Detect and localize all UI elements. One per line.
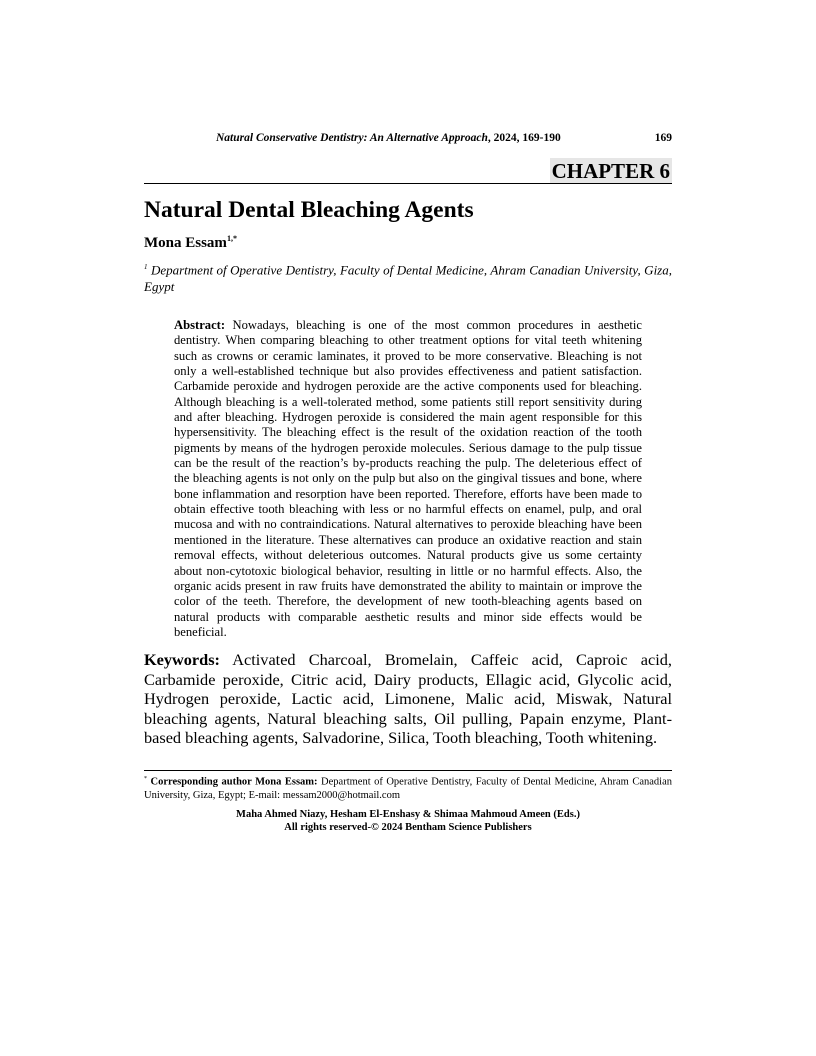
affiliation: $^1$ Department of Operative Dentistry, Faculty of Dental Medicine, Ahram Canadian University, Giza, Egypt bbox=[144, 262, 672, 295]
chapter-label: CHAPTER 6 bbox=[551, 159, 670, 183]
footnote: * Corresponding author Mona Essam: Department of Operative Dentistry, Faculty of Dental Medicine, Ahram Canadian University, Giza, Egypt; E-mail: messam2000@hotmail.com bbox=[144, 776, 672, 801]
abstract: Abstract: Nowadays, bleaching is one of the most common procedures in aesthetic dentistry. When comparing bleaching to other treatment options for vital teeth whitening such as crowns or ceramic laminates, it proved to be more conservative. Bleaching is not only a well-established technique but also provides effectiveness and patient satisfaction. Carbamide peroxide and hydrogen peroxide are the active components used for bleaching. Although bleaching is a well-tolerated method, some patients still report sensitivity during and after bleaching. Hydrogen peroxide is considered the main agent responsible for this hypersensitivity. The bleaching effect is the result of the oxidation reaction of the tooth pigments by means of the hydrogen peroxide molecules. Serious damage to the pulp tissue can be the result of the reaction’s by-products reaching the pulp. The deleterious effect of the bleaching agents is not only on the pulp but also on the gingival tissues and bone, where bone inflammation and resorption have been reported. Therefore, efforts have been made to obtain effective tooth bleaching with less or no harmful effects on enamel, pulp, and oral mucosa and with no contraindications. Natural alternatives to peroxide bleaching have been mentioned in the literature. These alternatives can produce an oxidative reaction and stain removal effects, without deleterious outcomes. Natural products give us some certainty about non-cytotoxic biological behavior, resulting in little or no harmful effects. Also, the organic acids present in raw fruits have demonstrated the ability to maintain or improve the color of the teeth. Therefore, the development of new tooth-bleaching agents based on natural products with comparable aesthetic results and minor side effects would be beneficial. bbox=[174, 318, 642, 639]
keywords: Keywords: Activated Charcoal, Bromelain, Caffeic acid, Caproic acid, Carbamide peroxide, Citric acid, Dairy products, Ellagic acid, Glycolic acid, Hydrogen peroxide, Lactic acid, Limonene, Malic acid, Miswak, Natural bleaching agents, Natural bleaching salts, Oil pulling, Papain enzyme, Plant-based bleaching agents, Salvadorine, Silica, Tooth bleaching, Tooth whitening. bbox=[144, 650, 672, 748]
footnote-rule bbox=[144, 770, 672, 771]
journal-citation: Natural Conservative Dentistry: An Alternative Approach, 2024, 169-190 bbox=[216, 132, 561, 144]
page-number: 169 bbox=[654, 132, 672, 144]
copyright-line: All rights reserved-© 2024 Bentham Science Publishers bbox=[284, 821, 532, 833]
chapter-title: Natural Dental Bleaching Agents bbox=[144, 197, 474, 223]
editors-line: Maha Ahmed Niazy, Hesham El-Enshasy & Shimaa Mahmoud Ameen (Eds.) bbox=[236, 809, 580, 820]
header-rule bbox=[144, 183, 672, 184]
editors-credit bbox=[144, 809, 672, 834]
author: Mona Essam$^{1,*}$ bbox=[144, 234, 237, 251]
